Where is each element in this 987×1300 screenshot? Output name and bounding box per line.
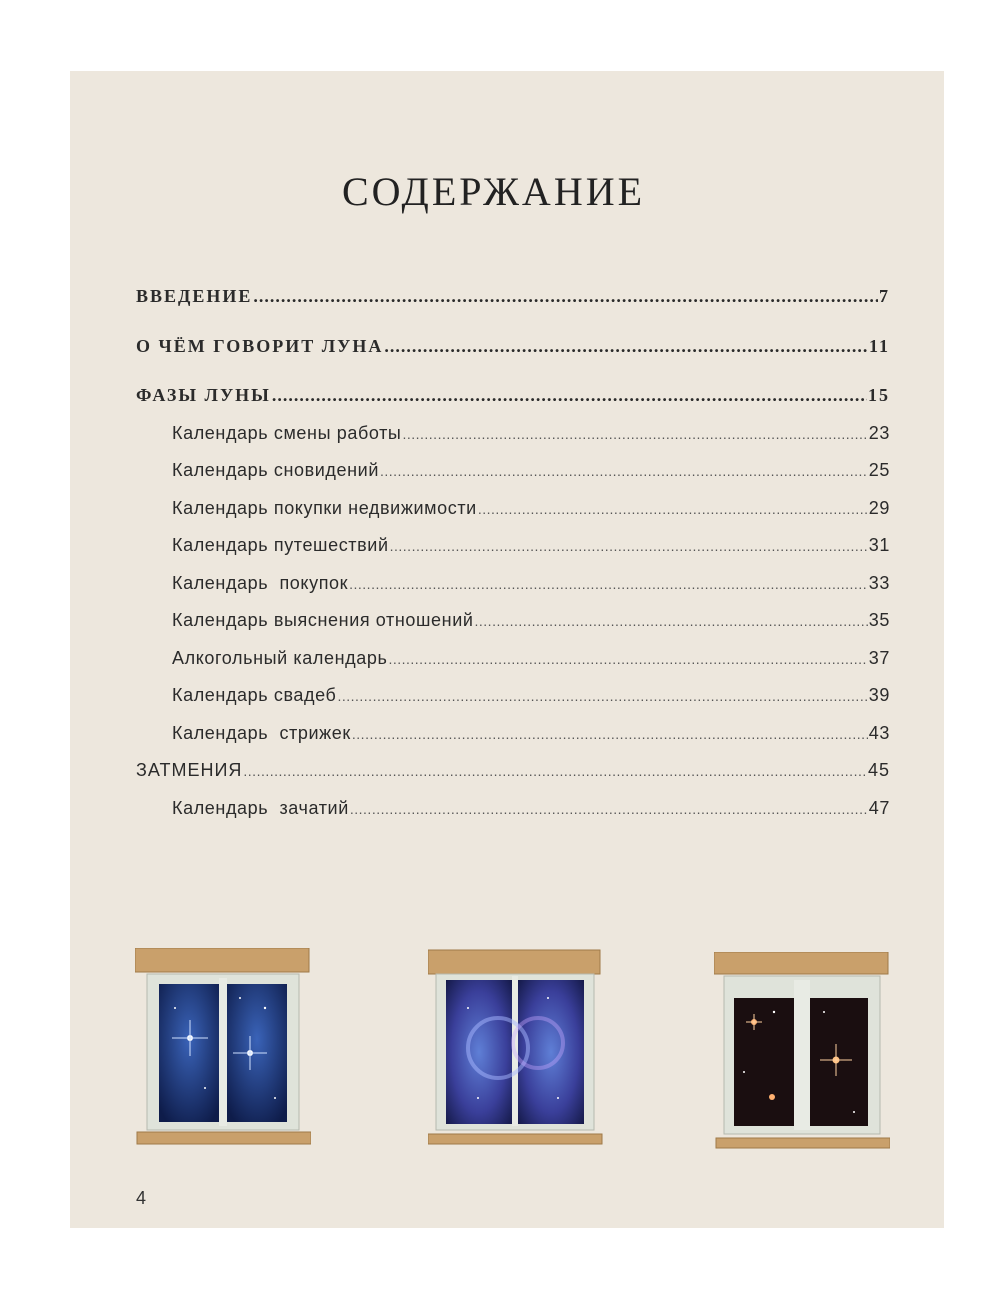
toc-entry-label: Календарь свадеб: [172, 685, 337, 705]
toc-entry-page: 33: [868, 573, 890, 593]
toc-entry-page: 15: [868, 385, 890, 405]
toc-entry-label: ЗАТМЕНИЯ: [136, 760, 243, 780]
toc-entry-moon-phases[interactable]: [136, 385, 890, 406]
dot-leader: [272, 385, 867, 406]
toc-entry-realestate-calendar[interactable]: [172, 498, 890, 519]
toc-entry-travel-calendar[interactable]: [172, 535, 890, 556]
toc-entry-haircut-calendar[interactable]: [172, 723, 890, 744]
dot-leader: [478, 501, 868, 517]
toc-entry-work-calendar[interactable]: [172, 423, 890, 444]
toc-entry-label: Алкогольный календарь: [172, 648, 388, 668]
toc-entry-label: Календарь сновидений: [172, 460, 379, 480]
dot-leader: [349, 576, 868, 592]
toc-entry-label: Календарь зачатий: [172, 798, 349, 818]
toc-entry-shopping-calendar[interactable]: [172, 573, 890, 594]
toc-entry-label: Календарь стрижек: [172, 723, 351, 743]
dot-leader: [475, 613, 868, 629]
toc-entry-page: 47: [868, 798, 890, 818]
toc-entry-eclipses[interactable]: [136, 760, 890, 781]
page-number: 4: [136, 1188, 147, 1208]
page-title: СОДЕРЖАНИЕ: [341, 169, 646, 214]
toc-entry-page: 31: [868, 535, 890, 555]
toc-entry-introduction[interactable]: [136, 286, 890, 307]
dot-leader: [243, 763, 867, 779]
toc-entry-page: 35: [868, 610, 890, 630]
toc-entry-alcohol-calendar[interactable]: [172, 648, 890, 669]
toc-entry-label: ВВЕДЕНИЕ: [136, 286, 253, 306]
toc-entry-label: ФАЗЫ ЛУНЫ: [136, 385, 271, 405]
toc-entry-label: Календарь покупок: [172, 573, 349, 593]
toc-entry-page: 25: [868, 460, 890, 480]
toc-entry-page: 7: [879, 286, 890, 306]
toc-entry-page: 37: [868, 648, 890, 668]
toc-entry-what-moon-says[interactable]: [136, 336, 890, 357]
toc-entry-page: 23: [868, 423, 890, 443]
window-illustration-blue-stars: [135, 948, 311, 1148]
toc-entry-label: Календарь покупки недвижимости: [172, 498, 477, 518]
toc-entry-label: Календарь выяснения отношений: [172, 610, 474, 630]
toc-entry-label: Календарь путешествий: [172, 535, 389, 555]
dot-leader: [388, 651, 867, 667]
toc-entry-page: 45: [867, 760, 890, 780]
window-illustration-dark-stars: [714, 952, 890, 1152]
toc-entry-page: 39: [868, 685, 890, 705]
toc-entry-page: 11: [868, 336, 890, 356]
toc-entry-label: О ЧЁМ ГОВОРИТ ЛУНА: [136, 336, 384, 356]
dot-leader: [337, 688, 867, 704]
dot-leader: [352, 726, 868, 742]
toc-entry-relationships-calendar[interactable]: [172, 610, 890, 631]
dot-leader: [253, 286, 878, 307]
dot-leader: [384, 336, 868, 357]
dot-leader: [350, 801, 868, 817]
toc-entry-page: 29: [868, 498, 890, 518]
dot-leader: [380, 463, 868, 479]
window-illustration-nebula: [428, 948, 604, 1148]
toc-entry-page: 43: [868, 723, 890, 743]
dot-leader: [390, 538, 868, 554]
toc-entry-wedding-calendar[interactable]: [172, 685, 890, 706]
toc-entry-conception-calendar[interactable]: [172, 798, 890, 819]
dot-leader: [402, 426, 867, 442]
toc-entry-label: Календарь смены работы: [172, 423, 402, 443]
toc-entry-dreams-calendar[interactable]: [172, 460, 890, 481]
